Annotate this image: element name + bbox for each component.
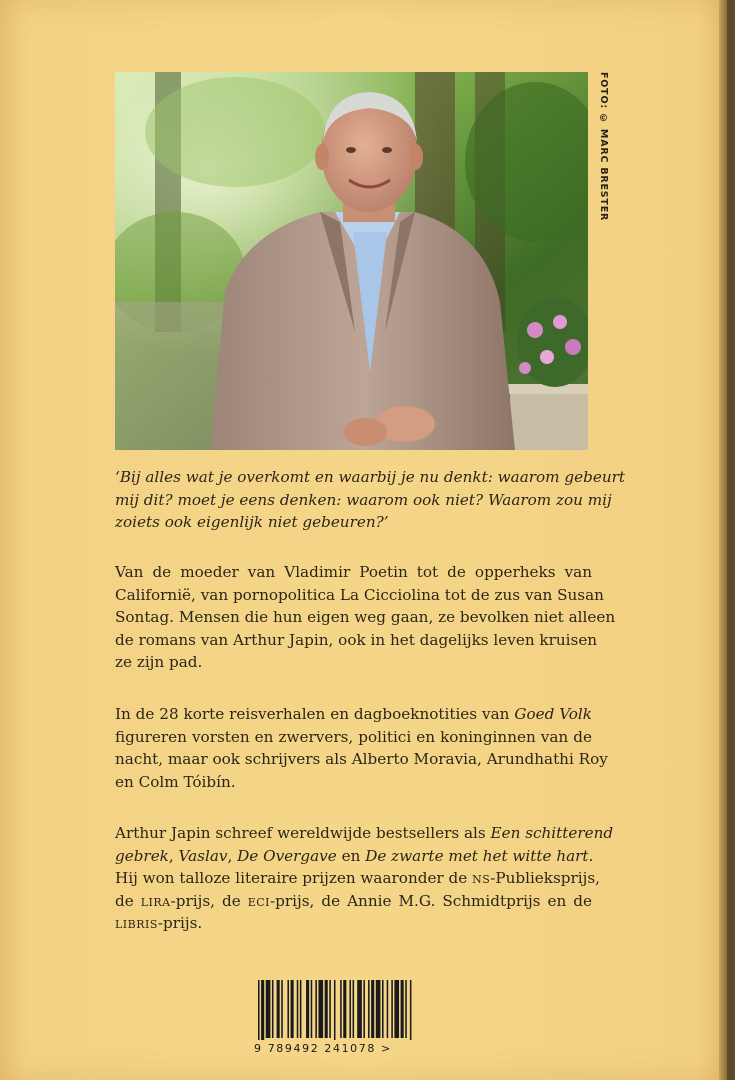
barcode-bar	[353, 980, 355, 1038]
barcode-bar	[306, 980, 309, 1038]
paragraph-line	[115, 890, 592, 913]
paragraph-line: nacht, maar ook schrijvers als Alberto Moravia, Arundhathi Roy	[115, 750, 608, 768]
barcode-bar	[340, 980, 342, 1038]
barcode-bar	[382, 980, 384, 1038]
text-run: .	[588, 846, 594, 865]
text-run: In de 28 korte reisverhalen en dagboeknotities van	[115, 705, 515, 723]
author-bio-paragraph	[115, 822, 614, 935]
barcode-bar	[334, 980, 336, 1042]
text-run: en	[336, 846, 366, 865]
book-title: Vaslav	[178, 846, 228, 865]
book-title: gebrek	[115, 846, 169, 865]
barcode-bar	[272, 980, 274, 1038]
prize-abbrev: lira	[140, 891, 171, 910]
text-run: -prijs, de Annie M.G. Schmidtprijs en de	[270, 891, 592, 910]
prize-abbrev: eci	[247, 891, 271, 910]
barcode-bar	[394, 980, 399, 1038]
barcode-bar	[311, 980, 313, 1038]
barcode-bar	[277, 980, 280, 1038]
barcode-bar	[349, 980, 351, 1038]
paragraph-line	[115, 703, 592, 726]
barcode-bar	[325, 980, 328, 1038]
barcode-bar	[401, 980, 404, 1038]
book-title: De zwarte met het witte hart	[365, 846, 589, 865]
photo-credit: FOTO: © MARC BRESTER	[598, 72, 609, 222]
text-run: Hij won talloze literaire prijzen waaronder de	[115, 869, 473, 887]
author-portrait-image	[115, 72, 588, 450]
barcode-bar	[387, 980, 389, 1038]
text-run: Arthur Japin schreef wereldwijde bestsellers als	[115, 824, 491, 842]
quote-line: mij dit? moet je eens denken: waarom ook niet? Waarom zou mij	[115, 490, 612, 509]
quote-line: ‘Bij alles wat je overkomt en waarbij je nu denkt: waarom gebeurt	[115, 468, 625, 486]
paragraph-line: Californië, van pornopolitica La Cicciolina tot de zus van Susan	[115, 585, 604, 604]
text-run: -prijs, de	[170, 891, 248, 910]
spine-edge	[719, 0, 727, 1080]
barcode-bar	[391, 980, 393, 1038]
book-title: De Overgave	[237, 846, 337, 865]
barcode-bar	[368, 980, 370, 1038]
quote	[115, 466, 625, 534]
text-run: ,	[227, 846, 238, 865]
paragraph-line: Sontag. Mensen die hun eigen weg gaan, ze bevolken niet alleen	[115, 608, 616, 626]
paragraph-line	[115, 822, 614, 845]
paragraph-line	[115, 845, 592, 868]
barcode-bar	[357, 980, 362, 1038]
paragraph-line: en Colm Tóibín.	[115, 772, 236, 791]
barcode-bar	[318, 980, 323, 1038]
text-run: de	[115, 891, 141, 910]
paragraph-line: Van de moeder van Vladimir Poetin tot de opperheks van	[115, 563, 592, 581]
prize-abbrev: ns	[472, 869, 491, 887]
isbn-barcode	[252, 978, 470, 1060]
barcode-bar	[258, 980, 260, 1042]
isbn-digits: 9 789492 241078 >	[252, 1040, 472, 1055]
barcode-bar	[376, 980, 381, 1038]
barcode-bars	[252, 978, 470, 1042]
book-title: Goed Volk	[514, 705, 592, 723]
paragraph-line	[115, 867, 600, 890]
paragraph-line: figureren vorsten en zwervers, politici en koninginnen van de	[115, 727, 592, 746]
barcode-bar	[291, 980, 294, 1038]
book-title: Een schitterend	[490, 824, 614, 842]
barcode-bar	[315, 980, 317, 1038]
barcode-bar	[266, 980, 271, 1038]
paragraph-line: ze zijn pad.	[115, 653, 203, 671]
text-run: -Publieksprijs,	[490, 869, 600, 887]
prize-abbrev: libris	[115, 914, 158, 932]
barcode-bar	[410, 980, 412, 1042]
barcode-bar	[297, 980, 299, 1038]
barcode-bar	[363, 980, 365, 1038]
text-run: -prijs.	[157, 914, 203, 932]
barcode-bar	[405, 980, 407, 1038]
barcode-bar	[281, 980, 283, 1038]
blurb-paragraph-1	[115, 561, 616, 674]
barcode-bar	[371, 980, 374, 1038]
quote-line: zoiets ook eigenlijk niet gebeuren?’	[115, 513, 389, 531]
barcode-bar	[343, 980, 346, 1038]
barcode-bar	[300, 980, 302, 1038]
barcode-bar	[287, 980, 289, 1038]
barcode-bar	[261, 980, 264, 1042]
paragraph-line	[115, 912, 592, 935]
paragraph-line: de romans van Arthur Japin, ook in het dagelijks leven kruisen	[115, 630, 598, 649]
author-photo	[115, 72, 588, 450]
barcode-bar	[329, 980, 331, 1038]
text-run: ,	[168, 846, 179, 865]
blurb-paragraph-2	[115, 703, 608, 793]
